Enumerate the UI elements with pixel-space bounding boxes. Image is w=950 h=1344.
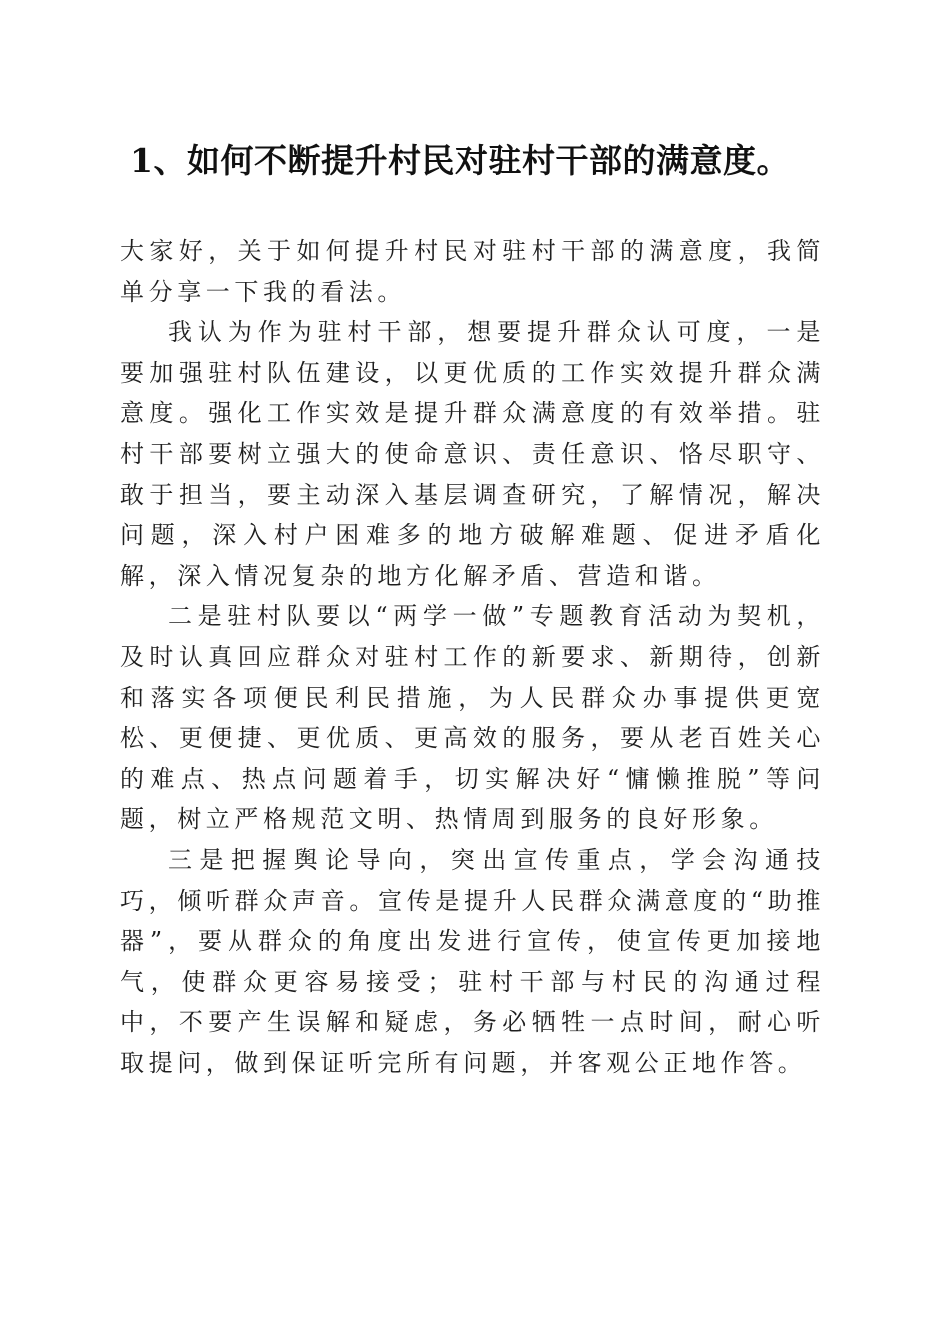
paragraph-third-point: 三是把握舆论导向，突出宣传重点，学会沟通技巧，倾听群众声音。宣传是提升人民群众满意度的“助推器”，要从群众的角度出发进行宣传，使宣传更加接地气，使群众更容易接受；驻村干部与村民的沟通过程中，不要产生误解和疑虑，务必牺牲一点时间，耐心听取提问，做到保证听完所有问题，并客观公正地作答。 <box>120 845 825 1077</box>
paragraph-first-point: 我认为作为驻村干部，想要提升群众认可度，一是要加强驻村队伍建设，以更优质的工作实效提升群众满意度。强化工作实效是提升群众满意度的有效举措。驻村干部要树立强大的使命意识、责任意识、恪尽职守、敢于担当，要主动深入基层调查研究，了解情况，解决问题，深入村户困难多的地方破解难题、促进矛盾化解，深入情况复杂的地方化解矛盾、营造和谐。 <box>120 318 825 590</box>
paragraph-intro: 大家好，关于如何提升村民对驻村干部的满意度，我简单分享一下我的看法。 <box>120 237 825 306</box>
paragraph-second-point: 二是驻村队要以“两学一做”专题教育活动为契机，及时认真回应群众对驻村工作的新要求、新期待，创新和落实各项便民利民措施，为人民群众办事提供更宽松、更便捷、更优质、更高效的服务，要从老百姓关心的难点、热点问题着手，切实解决好“慵懒推脱”等问题，树立严格规范文明、热情周到服务的良好形象。 <box>120 602 825 834</box>
document-title: 1、如何不断提升村民对驻村干部的满意度。 <box>130 141 790 180</box>
document-body <box>120 231 825 1083</box>
